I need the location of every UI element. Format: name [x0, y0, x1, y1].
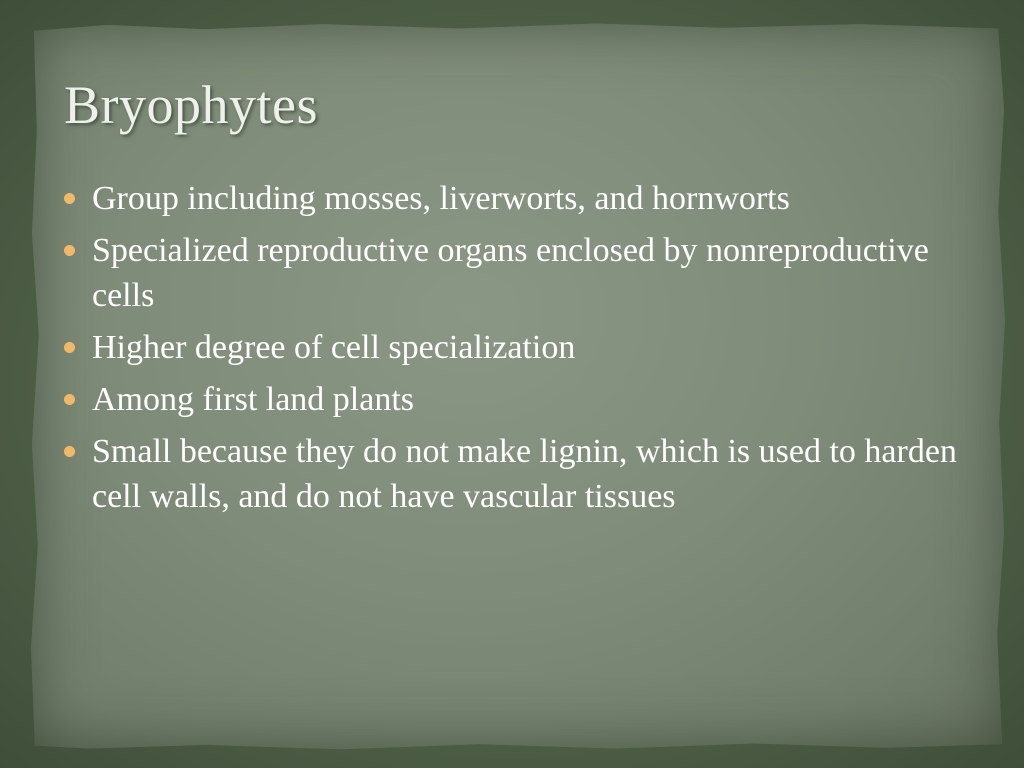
bullet-list: [62, 176, 962, 526]
bullet-dot-icon: [64, 193, 75, 204]
bullet-text: Small because they do not make lignin, which is used to harden cell walls, and do not have vascular tissues: [92, 433, 957, 515]
slide-title: Bryophytes: [64, 75, 318, 135]
bullet-dot-icon: [64, 245, 75, 256]
bullet-text: Higher degree of cell specialization: [92, 329, 576, 366]
bullet-text: Specialized reproductive organs enclosed by nonreproductive cells: [92, 232, 929, 314]
bullet-item: [62, 325, 962, 370]
bullet-item: [62, 377, 962, 422]
bullet-text: Group including mosses, liverworts, and hornworts: [92, 180, 790, 217]
bullet-item: [62, 228, 962, 318]
bullet-text: Among first land plants: [92, 381, 415, 418]
bullet-dot-icon: [64, 446, 75, 457]
bullet-dot-icon: [64, 394, 75, 405]
bullet-item: [62, 176, 962, 221]
bullet-item: [62, 429, 962, 519]
bullet-dot-icon: [64, 342, 75, 353]
